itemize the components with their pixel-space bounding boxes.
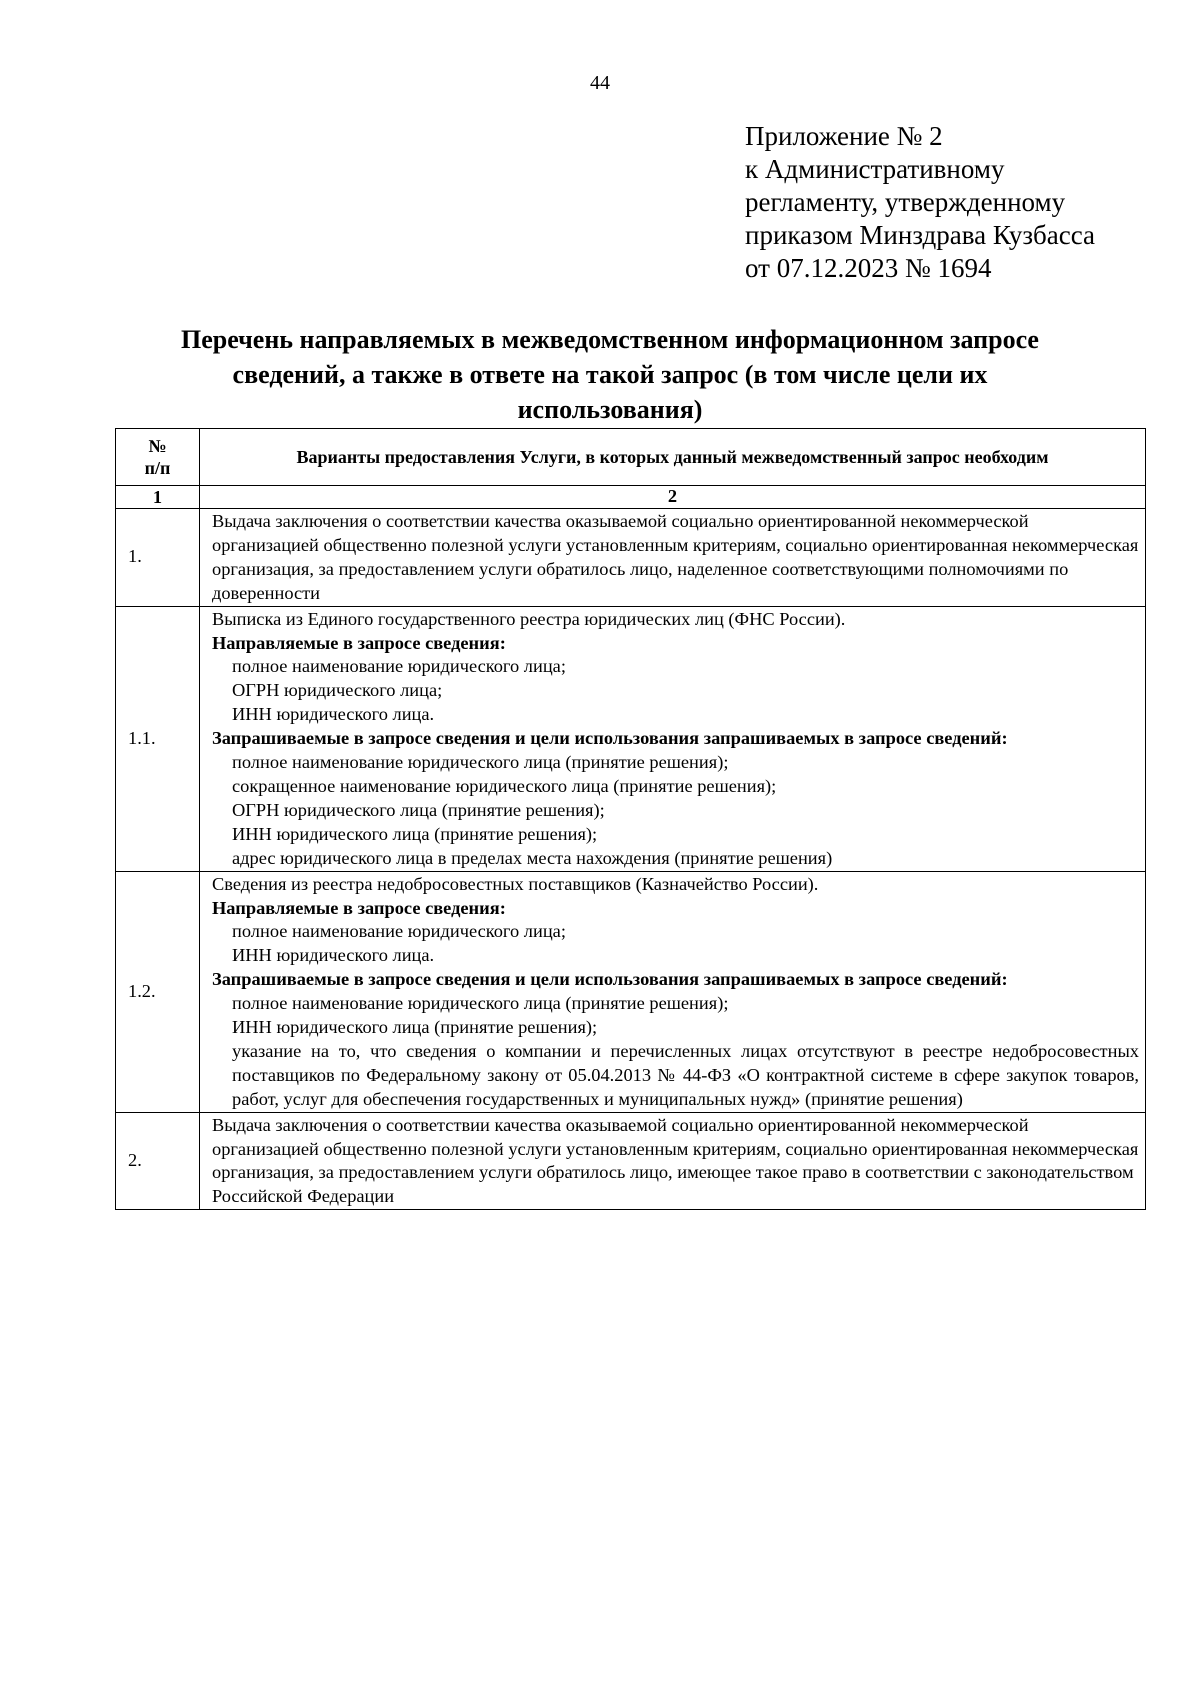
requests-table (115, 428, 1146, 1210)
requested-item: ОГРН юридического лица (принятие решения); (232, 799, 605, 820)
appendix-line: к Административному (745, 154, 1005, 184)
sent-heading: Направляемые в запросе сведения: (212, 632, 506, 653)
requested-item: адрес юридического лица в пределах места нахождения (принятие решения) (232, 847, 833, 868)
appendix-line: Приложение № 2 (745, 121, 943, 151)
column-number-2: 2 (200, 486, 1146, 509)
header-number-label: п/п (144, 458, 171, 478)
sent-item: ИНН юридического лица. (232, 704, 435, 725)
requested-item: ИНН юридического лица (принятие решения); (232, 823, 598, 844)
table-row (116, 871, 1146, 1112)
row-content (200, 871, 1146, 1112)
row-content (200, 606, 1146, 871)
table-header-row (116, 429, 1146, 486)
row-text: Выдача заключения о соответствии качества оказываемой социально ориентированной некоммерческой организацией общественно полезной услуги установленным критериям, социально ориентированная некоммерческая организация, за предоставлением услуги обратилось лицо, имеющее такое право в соответствии с законодательством Российской Федерации (200, 1112, 1146, 1210)
header-number-sign: № (148, 436, 167, 456)
header-variants-cell: Варианты предоставления Услуги, в которых данный межведомственный запрос необходим (200, 429, 1146, 486)
header-number-cell (116, 429, 200, 486)
row-text: Выдача заключения о соответствии качества оказываемой социально ориентированной некоммерческой организацией общественно полезной услуги установленным критериям, социально ориентированная некоммерческая организация, за предоставлением услуги обратилось лицо, наделенное соответствующими полномочиями по доверенности (200, 509, 1146, 607)
appendix-line: регламенту, утвержденному (745, 187, 1066, 217)
source-line: Выписка из Единого государственного реестра юридических лиц (ФНС России). (212, 608, 846, 629)
row-number: 1. (116, 509, 200, 607)
table-row (116, 606, 1146, 871)
appendix-line: от 07.12.2023 № 1694 (745, 253, 992, 283)
row-number: 1.1. (116, 606, 200, 871)
sent-item: полное наименование юридического лица; (232, 656, 566, 677)
title-line: использования) (517, 395, 703, 424)
table-row (116, 1112, 1146, 1210)
page-number: 44 (590, 72, 610, 94)
requested-item: ИНН юридического лица (принятие решения); (232, 1017, 598, 1038)
requested-item-long: указание на то, что сведения о компании и перечисленных лицах отсутствуют в реестре недобросовестных поставщиков по Федеральному закону от 05.04.2013 № 44-ФЗ «О контрактной системе в сфере закупок товаров, работ, услуг для обеспечения государственных и муниципальных нужд» (принятие решения) (232, 1040, 1139, 1109)
requested-item: полное наименование юридического лица (принятие решения); (232, 993, 729, 1014)
title-line: Перечень направляемых в межведомственном информационном запросе (181, 325, 1039, 354)
table-row (116, 509, 1146, 607)
appendix-line: приказом Минздрава Кузбасса (745, 220, 1095, 250)
source-line: Сведения из реестра недобросовестных поставщиков (Казначейство России). (212, 873, 819, 894)
row-number: 2. (116, 1112, 200, 1210)
requested-item: сокращенное наименование юридического лица (принятие решения); (232, 775, 777, 796)
title-line: сведений, а также в ответе на такой запрос (в том числе цели их (232, 360, 988, 389)
document-title (130, 322, 1090, 427)
row-number: 1.2. (116, 871, 200, 1112)
requested-item: полное наименование юридического лица (принятие решения); (232, 752, 729, 773)
column-numbers-row (116, 486, 1146, 509)
column-number-1: 1 (116, 486, 200, 509)
requested-heading: Запрашиваемые в запросе сведения и цели использования запрашиваемых в запросе сведений: (212, 969, 1008, 990)
sent-heading: Направляемые в запросе сведения: (212, 897, 506, 918)
sent-item: ИНН юридического лица. (232, 945, 435, 966)
requested-heading: Запрашиваемые в запросе сведения и цели использования запрашиваемых в запросе сведений: (212, 728, 1008, 749)
sent-item: полное наименование юридического лица; (232, 921, 566, 942)
sent-item: ОГРН юридического лица; (232, 680, 443, 701)
appendix-reference (745, 120, 1095, 285)
